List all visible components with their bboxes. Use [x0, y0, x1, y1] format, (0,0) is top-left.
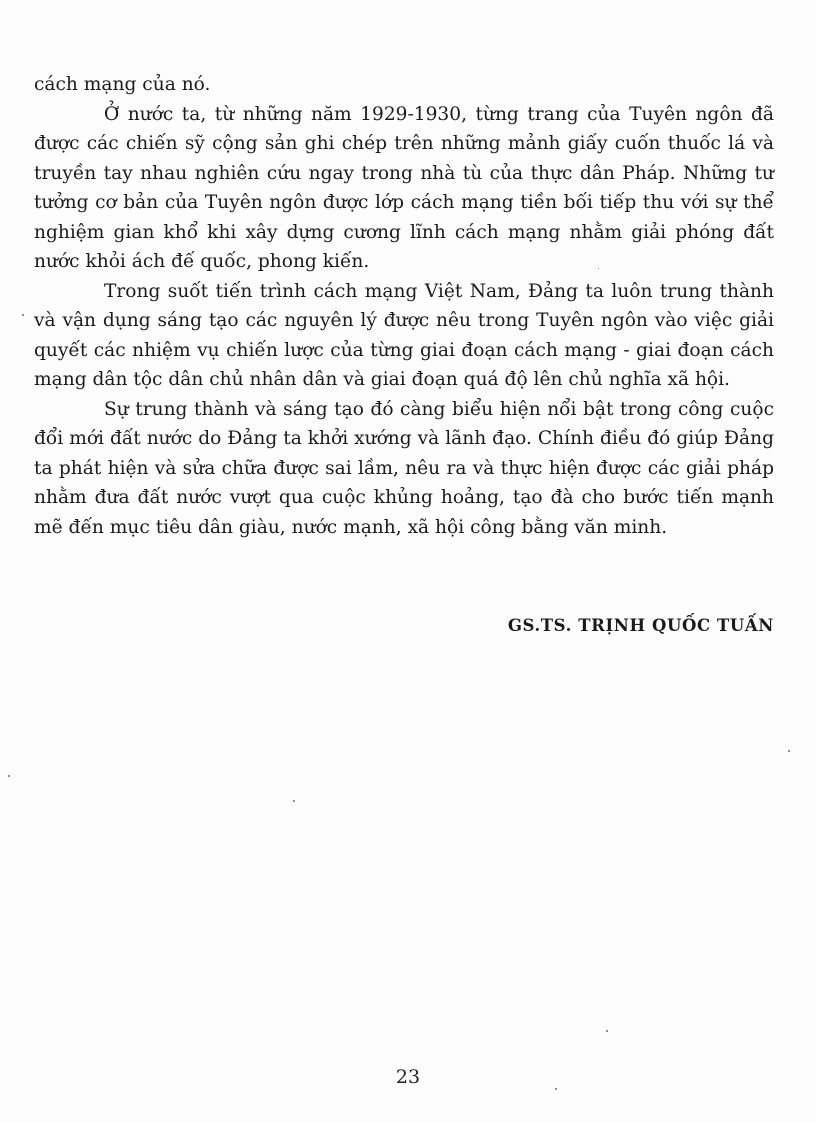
paragraph-continuation: cách mạng của nó. [34, 74, 211, 95]
scan-speck [555, 1088, 557, 1090]
scan-speck [598, 268, 599, 269]
scan-speck [293, 800, 295, 802]
body-text [34, 70, 774, 542]
scan-speck [22, 314, 24, 316]
paragraph: Trong suốt tiến trình cách mạng Việt Nam, Đảng ta luôn trung thành và vận dụng sáng tạo các nguyên lý được nêu trong Tuyên ngôn vào việc giải quyết các nhiệm vụ chiến lược của từng giai đoạn cách mạng - giai đoạn cách mạng dân tộc dân chủ nhân dân và giai đoạn quá độ lên chủ nghĩa xã hội. [34, 280, 774, 390]
scan-speck [788, 750, 790, 752]
paragraph: Ở nước ta, từ những năm 1929-1930, từng trang của Tuyên ngôn đã được các chiến sỹ cộng sản ghi chép trên những mảnh giấy cuốn thuốc lá và truyền tay nhau nghiên cứu ngay trong nhà tù của thực dân Pháp. Những tư tưởng cơ bản của Tuyên ngôn được lớp cách mạng tiền bối tiếp thu với sự thể nghiệm gian khổ khi xây dựng cương lĩnh cách mạng nhằm giải phóng đất nước khỏi ách đế quốc, phong kiến. [34, 103, 774, 272]
paragraph: Sự trung thành và sáng tạo đó càng biểu hiện nổi bật trong công cuộc đổi mới đất nước do Đảng ta khởi xướng và lãnh đạo. Chính điều đó giúp Đảng ta phát hiện và sửa chữa được sai lầm, nêu ra và thực hiện được các giải pháp nhằm đưa đất nước vượt qua cuộc khủng hoảng, tạo đà cho bước tiến mạnh mẽ đến mục tiêu dân giàu, nước mạnh, xã hội công bằng văn minh. [34, 398, 774, 538]
scan-speck [606, 1030, 608, 1032]
scan-speck [8, 775, 10, 777]
page-number: 23 [395, 1066, 421, 1088]
author-signature: GS.TS. TRỊNH QUỐC TUẤN [507, 616, 774, 635]
